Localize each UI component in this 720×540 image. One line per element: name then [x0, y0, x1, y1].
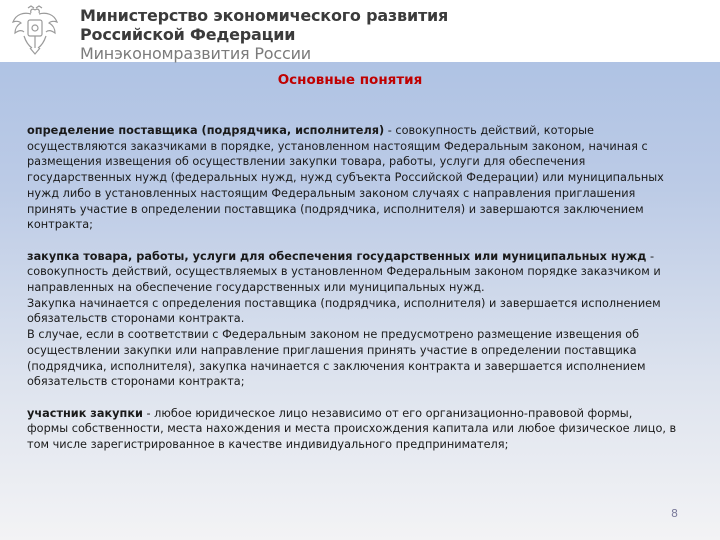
ministry-line-1: Министерство экономического развития [80, 6, 449, 25]
page-number: 8 [671, 507, 678, 520]
coat-of-arms-icon [10, 4, 60, 58]
definition-text: - совокупность действий, осуществляемых в установленном Федеральным законом порядке заказчиком и направленных на обеспечение государственных или муниципальных нужд. [27, 249, 661, 295]
definition-term: участник закупки [27, 406, 143, 420]
definition-text: - любое юридическое лицо независимо от его организационно-правовой формы, формы собственности, места нахождения и места происхождения капитала или любое физическое лицо, в том числе зарегистрированное в качестве индивидуального предпринимателя; [27, 406, 677, 452]
ministry-name [80, 6, 448, 64]
definition-supplier [27, 123, 677, 233]
definition-procurement-exception: В случае, если в соответствии с Федеральным законом не предусмотрено размещение извещения об осуществлении закупки или направление приглашения принять участие в определении поставщика (подрядчика, исполнителя), закупка начинается с заключения контракта и завершается исполнением обязательств сторонами контракта; [27, 328, 646, 389]
header [0, 0, 720, 62]
ministry-line-2: Российской Федерации [80, 25, 296, 44]
definition-term: определение поставщика (подрядчика, исполнителя) [27, 124, 385, 137]
definitions-body [27, 123, 677, 453]
definition-text: - совокупность действий, которые осуществляются заказчиками в порядке, установленном настоящим Федеральным законом, начиная с размещения извещения об осуществлении закупки товара, работы, услуги для обеспечения государственных нужд (федеральных нужд, нужд субъекта Российской Федерации) или муниципальных нужд либо в установленных настоящим Федеральным законом случаях с направления приглашения принять участие в определении поставщика (подрядчика, исполнителя) и завершаются заключением контракта; [27, 124, 664, 232]
definition-participant [27, 406, 677, 453]
definition-procurement [27, 249, 677, 296]
definition-term: закупка товара, работы, услуги для обеспечения государственных или муниципальных нужд [27, 249, 647, 263]
ministry-line-3: Минэкономразвития России [80, 44, 311, 63]
page-title: Основные понятия [277, 72, 423, 88]
definition-procurement-start: Закупка начинается с определения поставщика (подрядчика, исполнителя) и завершается исполнением обязательств сторонами контракта. [27, 296, 661, 326]
